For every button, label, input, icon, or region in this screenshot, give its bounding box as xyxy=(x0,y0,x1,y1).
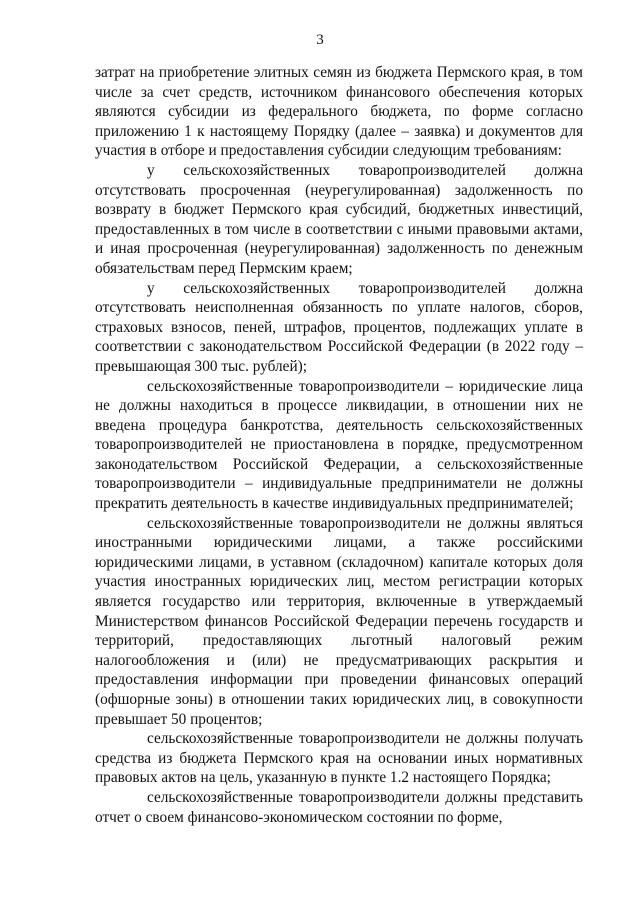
page-number: 3 xyxy=(316,32,324,48)
paragraph-requirement: сельскохозяйственные товаропроизводители не должны получать средства из бюджета Пермского края на основании иных нормативных правовых актов на цель, указанную в пункте 1.2 настоящего Порядка; xyxy=(95,730,583,787)
paragraph-requirement: сельскохозяйственные товаропроизводители не должны являться иностранными юридическими лицами, а также российскими юридическими лицами, в уставном (складочном) капитале которых доля участия иностранных юридических лиц, местом регистрации которых является государство или территория, включенные в утверждаемый Министерством финансов Российской Федерации перечень государств и территорий, предоставляющих льготный налоговый режим налогообложения и (или) не предусматривающих раскрытия и предоставления информации при проведении финансовых операций (офшорные зоны) в отношении таких юридических лиц, в совокупности превышает 50 процентов; xyxy=(95,514,583,728)
paragraph-requirement: сельскохозяйственные товаропроизводители – юридические лица не должны находиться в процессе ликвидации, в отношении них не введена процедура банкротства, деятельность сельскохозяйственных товаропроизводителей не приостановлена в порядке, предусмотренном законодательством Российской Федерации, а сельскохозяйственные товаропроизводители – индивидуальные предприниматели не должны прекратить деятельность в качестве индивидуальных предпринимателей; xyxy=(95,377,583,513)
document-body xyxy=(95,63,583,827)
paragraph-requirement: сельскохозяйственные товаропроизводители должны представить отчет о своем финансово-экономическом состоянии по форме, xyxy=(95,788,583,826)
paragraph-continuation: затрат на приобретение элитных семян из бюджета Пермского края, в том числе за счет средств, источником финансового обеспечения которых являются субсидии из федерального бюджета, по форме согласно приложению 1 к настоящему Порядку (далее – заявка) и документов для участия в отборе и предоставления субсидии следующим требованиям: xyxy=(95,64,583,160)
paragraph-requirement: у сельскохозяйственных товаропроизводителей должна отсутствовать просроченная (неурегулированная) задолженность по возврату в бюджет Пермского края субсидий, бюджетных инвестиций, предоставленных в том числе в соответствии с иными правовыми актами, и иная просроченная (неурегулированная) задолженность по денежным обязательствам перед Пермским краем; xyxy=(95,161,583,277)
paragraph-requirement: у сельскохозяйственных товаропроизводителей должна отсутствовать неисполненная обязанность по уплате налогов, сборов, страховых взносов, пеней, штрафов, процентов, подлежащих уплате в соответствии с законодательством Российской Федерации (в 2022 году – превышающая 300 тыс. рублей); xyxy=(95,279,583,375)
